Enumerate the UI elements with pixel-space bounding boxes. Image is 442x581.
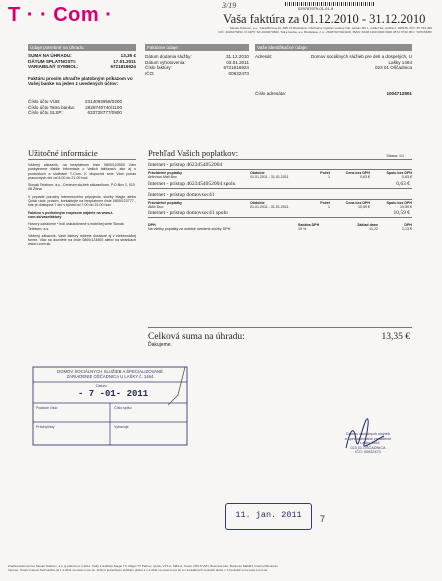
section-subtotal: Internet - prístup 4623454052004 spolu 0,63 € (148, 180, 410, 187)
info-paragraph: Vážený zákazník, Vaše faktúry môžete dostávať aj v elektronickej forme. Viac sa dozviete na čísle 0800/123500 alebo na stránkach www.t-com.sk. (28, 233, 136, 247)
address-label: Adresát: (255, 54, 273, 59)
delivery-date-row: Dátum dodania služby: 31.12.2010 (145, 54, 249, 59)
section-heading: Internet - prístup 4623454052004 (148, 162, 223, 168)
thanks: Ďakujeme. (148, 342, 172, 348)
stamp-attachments-label: Prílohy/listy (36, 425, 55, 429)
column-headers: Pravidelné poplatky Obdobie Počet Cena bez DPH Spolu bez DPH (148, 200, 412, 205)
handwritten-mark: 7 (320, 514, 326, 524)
vat-row: Na všetky poplatky za ostatné uvedené služby DPH 19 % 11,22 2,13 € (148, 227, 412, 232)
variable-symbol-row: VARIABILNÝ SYMBOL: 6721816924 (28, 64, 136, 70)
charges-title: Prehľad Vašich poplatkov: (148, 148, 239, 158)
charges-overview (148, 148, 412, 232)
invoice-box-header: Faktúrne údaje: (145, 44, 249, 51)
stamp-header: DOMOV SOCIÁLNYCH SLUŽIEB A ŠPECIALIZOVANÉ ZARIADENIE OŠČADNICA U LAŠKY č. 1464 (57, 369, 163, 380)
amount-row: SUMA NA ÚHRADU: 13,35 € (28, 53, 136, 58)
stamp-handler-label: Vybavuje (114, 425, 129, 429)
vat-headers: DPH Sadzba DPH Základ dane DPH (148, 223, 412, 228)
account-row: Číslo účtu Tatra banka: 2628740740/1100 (28, 104, 122, 110)
ico-row: IČO: 00632473 (145, 70, 249, 76)
account-row: Číslo účtu SLSP: 633728777/0900 (28, 110, 122, 116)
payment-box (28, 44, 136, 116)
section-subtotal: Internet - prístup domovsoc41 spolu 10,59 € (148, 210, 410, 217)
column-headers: Pravidelné poplatky Obdobie Počet Cena bez DPH Spolu bez DPH (148, 171, 412, 175)
registry-stamp (30, 365, 190, 447)
info-title: Užitočné informácie (28, 148, 98, 158)
t-com-logo: T · · Com · (8, 4, 113, 26)
invoice-title: Vaša faktúra za 01.12.2010 - 31.12.2010 (223, 12, 426, 26)
total-block (148, 327, 412, 349)
section-heading: Internet - prístup domovsoc41 (148, 191, 215, 198)
invoice-data-box (145, 44, 249, 76)
stamp-date: - 7 -01- 2011 (78, 389, 149, 399)
institution-stamp (318, 410, 418, 470)
invoice-number-row: Číslo faktúry: 6721816924 (145, 65, 249, 71)
stamp-filing-label: Podacie číslo (36, 406, 58, 410)
stamp-file-label: Číslo spisu (114, 406, 132, 410)
info-paragraph: V prípade poruchy internetového pripojenia, služby Magio alebo Quick rádz, prosím, kontaktujte na bezplatnom čísle 0800/123777 , kde je dostupná 7 dní v týždni od 7.00 do 22.00 hod. (28, 194, 136, 208)
client-number-row: Číslo adresáta: 1004712801 (255, 90, 412, 96)
info-paragraph: Slovak Telekom, a.s., Centrum služieb zákazníkom, P.O.Box 1, 010 08 Žilina (28, 183, 135, 192)
total-row: Celková suma na úhradu: 13,35 € (148, 332, 410, 342)
customer-id-box (255, 44, 412, 96)
vat-table (148, 223, 412, 232)
charge-item: Antivírus Mail Box 01.01.2011 - 31.01.2011 1 0,63 € 0,63 € (148, 175, 412, 180)
address: Domov sociálnych služieb pre deti a dospelých, U Lašky 1464 023 01 Oščadnica (310, 54, 412, 71)
barcode-number: 029787979-01-01-9 (298, 6, 334, 11)
payment-note: Faktúru prosím uhraďte platobným príkazom vo Vašej banke na jeden z uvedených účtov: (28, 75, 133, 87)
company-info: Slovak Telekom, a.s., Karadžičova 10, 825 13 Bratislava, Obchodný register vedený Okr. súdom BA I., oddiel Sa, vložka č. 2081/B, IČO: 35 763 469 DIČ: 2020273893, IČ DPH: SK 2020273893, Tatra banka, a.s. Bratislava, č.ú.: 2628740740/1100, IBAN: SK28 1100 0000 0026 2874 0740, BIC: TATRSKBX (218, 26, 432, 34)
received-date-stamp (225, 503, 312, 530)
bank-accounts (28, 99, 136, 116)
id-box-header: Vaše identifikačné údaje: (255, 44, 412, 51)
handwritten-note: 3/19 (222, 1, 237, 10)
stamp-date-label: Dátum (96, 384, 107, 388)
issue-date-row: Dátum vyhotovenia: 03.01.2011 (145, 59, 249, 65)
useful-info (28, 148, 136, 247)
due-date-row: DÁTUM SPLATNOSTI: 17.01.2011 (28, 58, 136, 64)
info-paragraph: Hovory označené * boli uskutočnené s mobilnej siete Slovak Telekom, a.s. (28, 222, 124, 231)
charge-section (148, 192, 412, 219)
signature (318, 410, 418, 470)
info-paragraph: Vážený zákazník, na bezplatnom čísle 0800/123500 Vám poskytneme ďalšie informácie o Vašich faktúrach, ako aj o produktoch a službách T-Com. K dispozícii sme Vám počas pracovných dní od 8.00 do 21.00 hod. (28, 163, 136, 180)
footer: Značka dokumentov Slovak Telekom, a.s. je platná k 1.1.2011. Tarify k službám Magio TV, Magio TV Partner, Quick, VTS A, SMS-A, Smart, MPLS VPN, Business Net, Business DiaNET, Internet Business Internet, Smart Linkové Tarif služba od 1.1.2011 na www.t-com.sk. Tarify k jednotlivým službám platné k 1.1.2011 na www.t-com.sk a v kontaktných centrách alebo v T-Centrách a na www.t-com.sk. (8, 564, 278, 572)
received-date: 11. jan. 2011 (235, 510, 302, 520)
charge-item: Aktiv Duo 01.01.2011 - 31.01.2011 1 10,59 € 10,59 € (148, 204, 412, 209)
charge-section (148, 162, 412, 189)
account-row: Číslo účtu VÚB: 2314093958/0200 (28, 98, 122, 104)
page-number: Strana: 1/1 (386, 153, 404, 158)
institution-stamp-text: Domov sociálnych služieb a špecializované zariadenie U Lašky 1464 023 01 OŠČADNICA IČO: 00632473 (344, 432, 392, 455)
payment-box-header: Údaje potrebné na úhradu: (28, 44, 136, 51)
info-paragraph: Faktúru s podrobným rozpisom nájdete na www.t-com.sk/vasefaktury (28, 210, 114, 219)
